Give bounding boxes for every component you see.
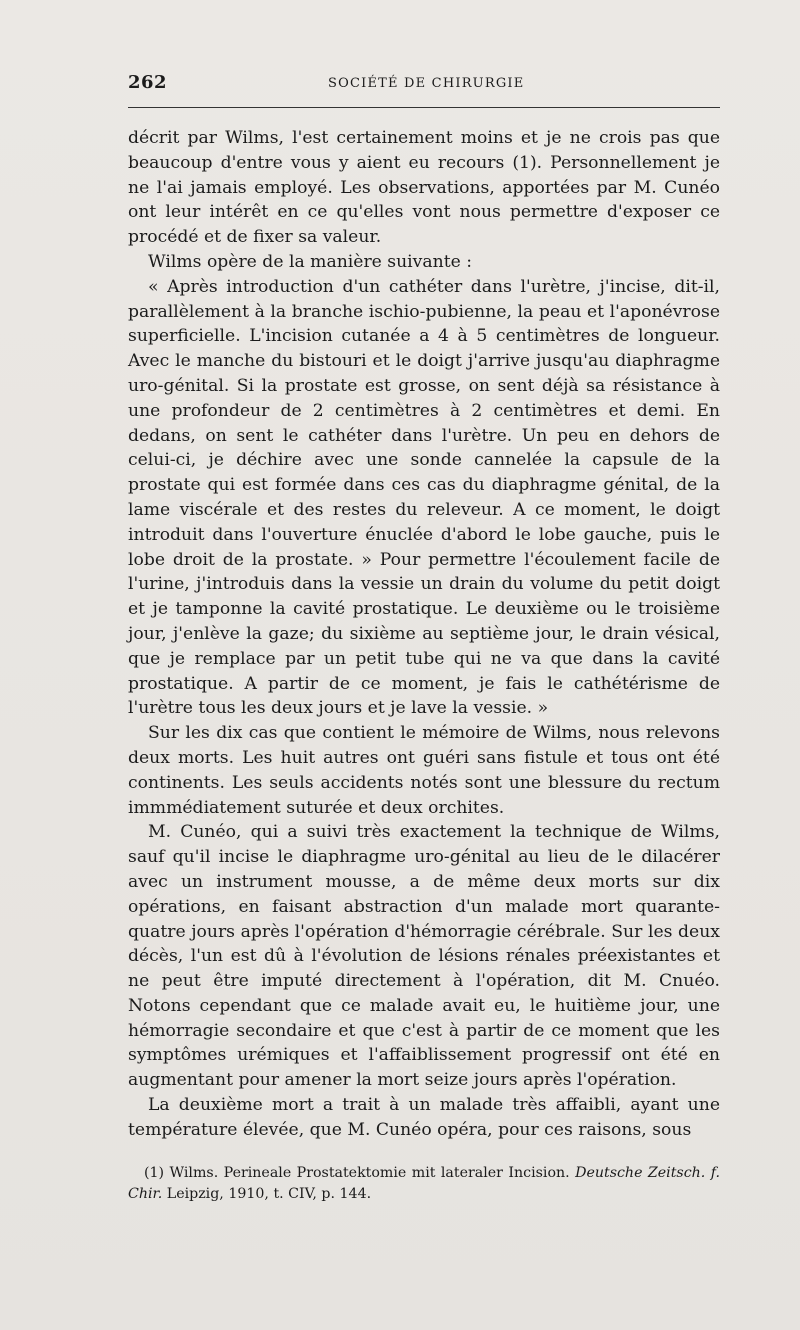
body-text	[128, 126, 720, 1143]
footnote-marker: (1)	[144, 1165, 165, 1181]
running-head: SOCIÉTÉ DE CHIRURGIE	[328, 76, 525, 91]
paragraph: Sur les dix cas que contient le mémoire de Wilms, nous relevons deux morts. Les huit autres ont guéri sans fistule et tous ont été continents. Les seuls accidents notés sont une blessure du rectum immmédiatement suturée et deux orchites.	[128, 723, 720, 818]
page-number: 262	[128, 72, 168, 93]
page-header	[128, 72, 720, 96]
paragraph: décrit par Wilms, l'est certainement moins et je ne crois pas que beaucoup d'entre vous y aient eu recours (1). Personnellement je ne l'ai jamais employé. Les observations, apportées par M. Cunéo ont leur intérêt en ce qu'elles vont nous permettre d'exposer ce procédé et de fixer sa valeur.	[128, 128, 720, 248]
footnote-text: Wilms. Perineale Prostatektomie mit lateraler Incision.	[164, 1165, 576, 1181]
header-rule	[128, 107, 720, 108]
paragraph: M. Cunéo, qui a suivi très exactement la technique de Wilms, sauf qu'il incise le diaphragme uro-génital au lieu de le dilacérer avec un instrument mousse, a de même deux morts sur dix opérations, en faisant abstraction d'un malade mort quarante-quatre jours après l'opération d'hémorragie cérébrale. Sur les deux décès, l'un est dû à l'évolution de lésions rénales préexistantes et ne peut être imputé directement à l'opération, dit M. Cnuéo. Notons cependant que ce malade avait eu, le huitième jour, une hémorragie secondaire et que c'est à partir de ce moment que les symptômes urémiques et l'affaiblissement progressif ont été en augmentant pour amener la mort seize jours après l'opération.	[128, 822, 720, 1091]
paragraph: « Après introduction d'un cathéter dans l'urètre, j'incise, dit-il, parallèlement à la branche ischio-pubienne, la peau et l'aponévrose superficielle. L'incision cutanée a 4 à 5 centimètres de longueur. Avec le manche du bistouri et le doigt j'arrive jusqu'au diaphragme uro-génital. Si la prostate est grosse, on sent déjà sa résistance à une profondeur de 2 centimètres à 2 centimètres et demi. En dedans, on sent le cathéter dans l'urètre. Un peu en dehors de celui-ci, je déchire avec une sonde cannelée la capsule de la prostate qui est formée dans ces cas du diaphragme génital, de la lame viscérale et des restes du releveur. A ce moment, le doigt introduit dans l'ouverture énuclée d'abord le lobe gauche, puis le lobe droit de la prostate. » Pour permettre l'écoulement facile de l'urine, j'introduis dans la vessie un drain du volume du petit doigt et je tamponne la cavité prostatique. Le deuxième ou le troisième jour, j'enlève la gaze; du sixième au septième jour, le drain vésical, que je remplace par un petit tube qui ne va que dans la cavité prostatique. A partir de ce moment, je fais le cathétérisme de l'urètre tous les deux jours et je lave la vessie. »	[128, 276, 720, 719]
footnote-journal: Deutsche Zeitsch. f. Chir.	[128, 1165, 720, 1202]
footnote-line	[128, 1163, 720, 1205]
paragraph: La deuxième mort a trait à un malade très affaibli, ayant une température élevée, que M. Cunéo opéra, pour ces raisons, sous	[128, 1095, 720, 1140]
paragraph: Wilms opère de la manière suivante :	[148, 251, 473, 272]
footnote-text-end: Leipzig, 1910, t. CIV, p. 144.	[162, 1186, 372, 1202]
footnote	[128, 1163, 720, 1205]
